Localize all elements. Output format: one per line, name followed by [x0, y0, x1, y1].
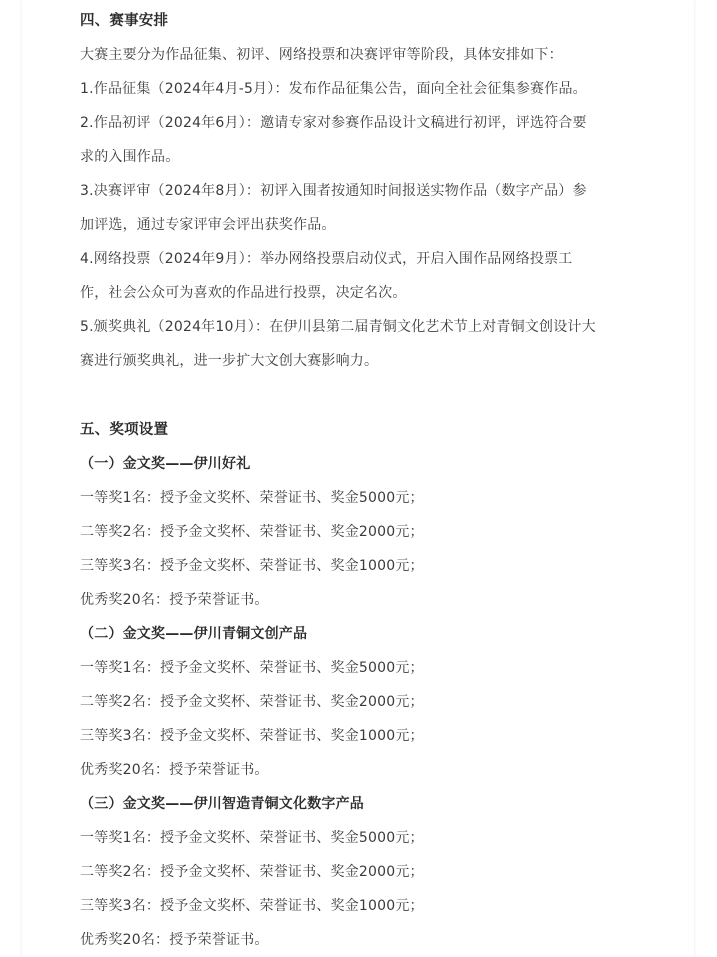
schedule-item-3-line-2: 加评选，通过专家评审会评出获奖作品。: [80, 217, 336, 233]
schedule-item-4-line-2: 作，社会公众可为喜欢的作品进行投票，决定名次。: [80, 285, 407, 301]
award-prize-line: 三等奖3名：授予金文奖杯、荣誉证书、奖金1000元；: [80, 898, 424, 914]
schedule-intro: 大赛主要分为作品征集、初评、网络投票和决赛评审等阶段，具体安排如下：: [80, 47, 563, 63]
award-prize-line: 二等奖2名：授予金文奖杯、荣誉证书、奖金2000元；: [80, 864, 424, 880]
schedule-item-2-line-2: 求的入围作品。: [80, 149, 180, 165]
award-prize-line: 优秀奖20名：授予荣誉证书。: [80, 592, 269, 608]
award-category-title: （二）金文奖——伊川青铜文创产品: [80, 626, 308, 642]
award-prize-line: 一等奖1名：授予金文奖杯、荣誉证书、奖金5000元；: [80, 830, 424, 846]
award-prize-line: 二等奖2名：授予金文奖杯、荣誉证书、奖金2000元；: [80, 524, 424, 540]
schedule-item-3-line-1: 3.决赛评审（2024年8月）：初评入围者按通知时间报送实物作品（数字产品）参: [80, 183, 587, 199]
schedule-item-5-line-2: 赛进行颁奖典礼，进一步扩大文创大赛影响力。: [80, 353, 379, 369]
award-prize-line: 优秀奖20名：授予荣誉证书。: [80, 932, 269, 948]
section-heading-schedule: 四、赛事安排: [80, 13, 169, 29]
schedule-item-4-line-1: 4.网络投票（2024年9月）：举办网络投票启动仪式，开启入围作品网络投票工: [80, 251, 573, 267]
award-prize-line: 三等奖3名：授予金文奖杯、荣誉证书、奖金1000元；: [80, 728, 424, 744]
award-prize-line: 二等奖2名：授予金文奖杯、荣誉证书、奖金2000元；: [80, 694, 424, 710]
award-prize-line: 三等奖3名：授予金文奖杯、荣誉证书、奖金1000元；: [80, 558, 424, 574]
award-prize-line: 一等奖1名：授予金文奖杯、荣誉证书、奖金5000元；: [80, 490, 424, 506]
award-prize-line: 优秀奖20名：授予荣誉证书。: [80, 762, 269, 778]
schedule-item-2-line-1: 2.作品初评（2024年6月）：邀请专家对参赛作品设计文稿进行初评，评选符合要: [80, 115, 587, 131]
section-heading-awards: 五、奖项设置: [80, 422, 169, 438]
schedule-item-5-line-1: 5.颁奖典礼（2024年10月）：在伊川县第二届青铜文化艺术节上对青铜文创设计大: [80, 319, 596, 335]
award-prize-line: 一等奖1名：授予金文奖杯、荣誉证书、奖金5000元；: [80, 660, 424, 676]
schedule-item-1: 1.作品征集（2024年4月-5月）：发布作品征集公告，面向全社会征集参赛作品。: [80, 81, 587, 97]
award-category-title: （三）金文奖——伊川智造青铜文化数字产品: [80, 796, 364, 812]
award-category-title: （一）金文奖——伊川好礼: [80, 456, 251, 472]
